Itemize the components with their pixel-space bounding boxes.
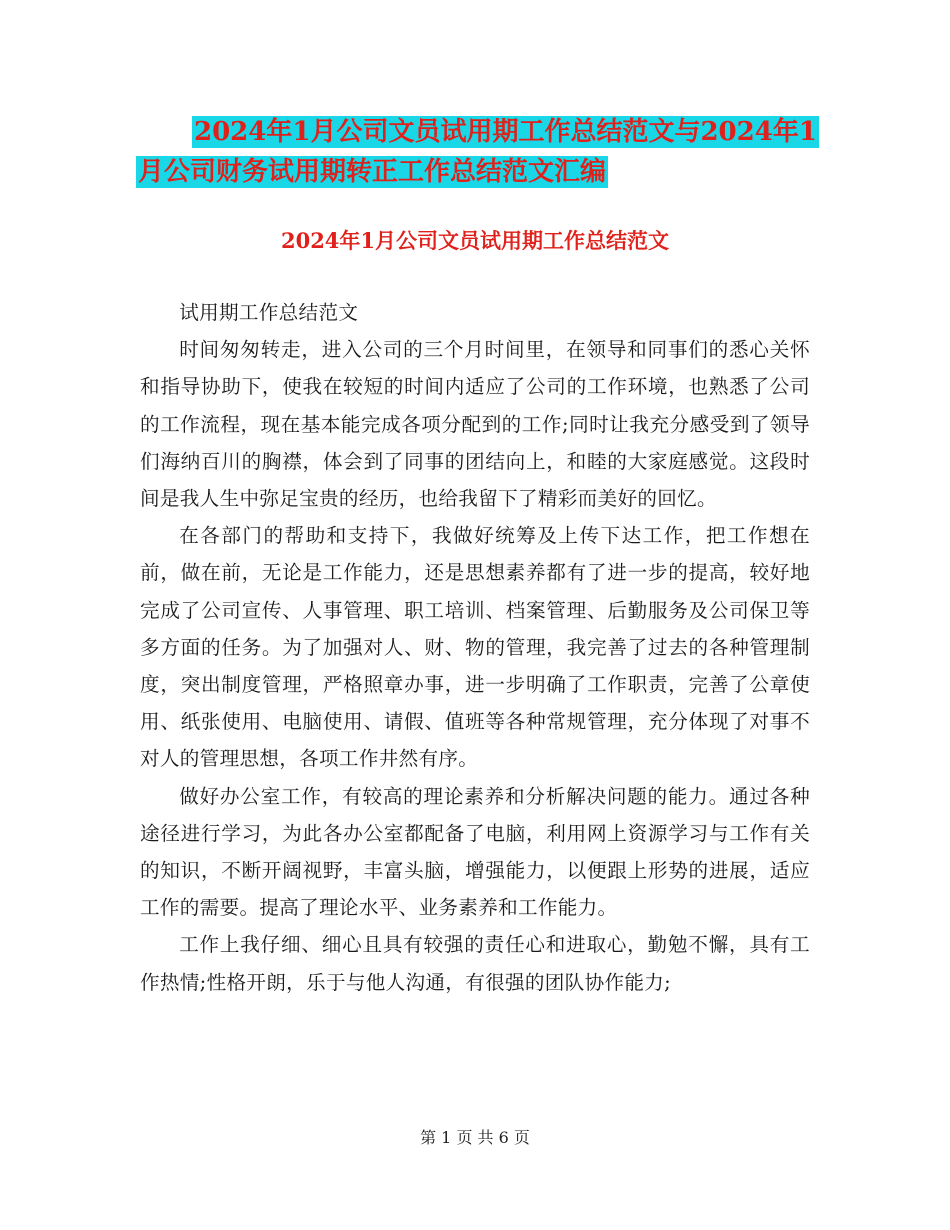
paragraph: 时间匆匆转走，进入公司的三个月时间里，在领导和同事们的悉心关怀和指导协助下，使我在较短的时间内适应了公司的工作环境，也熟悉了公司的工作流程，现在基本能完成各项分配到的工作;同时让我充分感受到了领导们海纳百川的胸襟，体会到了同事的团结向上，和睦的大家庭感觉。这段时间是我人生中弥足宝贵的经历，也给我留下了精彩而美好的回忆。 xyxy=(140,338,810,511)
section-title: 2024年1月公司文员试用期工作总结范文 xyxy=(280,228,670,253)
paragraph: 做好办公室工作，有较高的理论素养和分析解决问题的能力。通过各种途径进行学习，为此各办公室都配备了电脑，利用网上资源学习与工作有关的知识，不断开阔视野，丰富头脑，增强能力，以便跟上形势的进展，适应工作的需要。提高了理论水平、业务素养和工作能力。 xyxy=(140,784,810,920)
document-body xyxy=(140,294,810,1001)
paragraph: 试用期工作总结范文 xyxy=(179,301,359,324)
title-line-2: 月公司财务试用期转正工作总结范文汇编 xyxy=(138,157,607,187)
document-title xyxy=(136,112,816,192)
paragraph: 工作上我仔细、细心且具有较强的责任心和进取心，勤勉不懈，具有工作热情;性格开朗，乐于与他人沟通，有很强的团队协作能力; xyxy=(140,933,810,994)
title-line-1: 2024年1月公司文员试用期工作总结范文与2024年1 xyxy=(194,117,817,147)
page-footer: 第 1 页 共 6 页 xyxy=(420,1128,530,1147)
paragraph: 在各部门的帮助和支持下，我做好统筹及上传下达工作，把工作想在前，做在前，无论是工作能力，还是思想素养都有了进一步的提高，较好地完成了公司宣传、人事管理、职工培训、档案管理、后勤服务及公司保卫等多方面的任务。为了加强对人、财、物的管理，我完善了过去的各种管理制度，突出制度管理，严格照章办事，进一步明确了工作职责，完善了公章使用、纸张使用、电脑使用、请假、值班等各种常规管理，充分体现了对事不对人的管理思想，各项工作井然有序。 xyxy=(140,524,810,771)
